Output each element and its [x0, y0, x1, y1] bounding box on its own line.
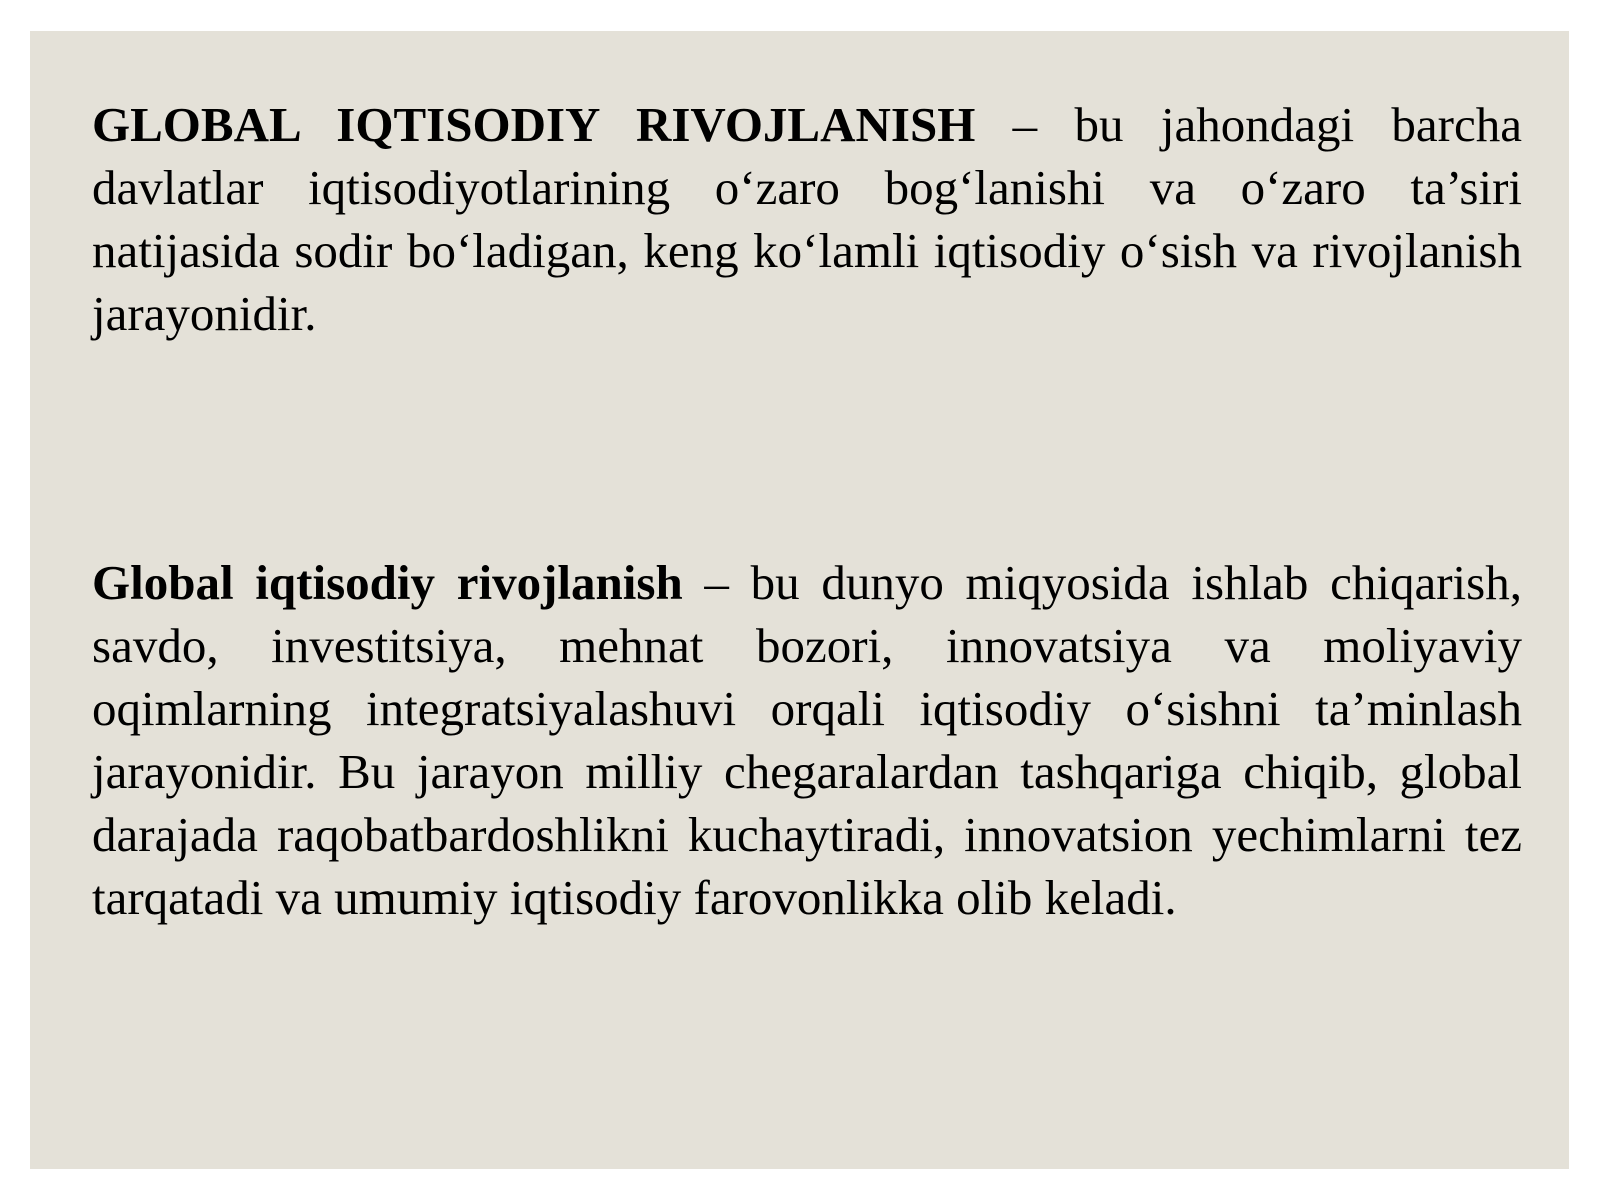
definition-text-1: – bu jahondagi barcha davlatlar iqtisodiyotlarining o‘zaro bog‘lanishi va o‘zaro ta’siri natijasida sodir bo‘ladigan, keng ko‘lamli iqtisodiy o‘sish va rivojlanish jarayonidir. — [92, 97, 1522, 341]
definition-paragraph-1 — [92, 93, 1522, 345]
slide — [30, 31, 1569, 1169]
definition-term-2: Global iqtisodiy rivojlanish — [92, 555, 683, 610]
definition-paragraph-2 — [92, 551, 1522, 929]
definition-term-1: GLOBAL IQTISODIY RIVOJLANISH — [92, 97, 976, 152]
definition-text-2: – bu dunyo miqyosida ishlab chiqarish, savdo, investitsiya, mehnat bozori, innovatsiya va moliyaviy oqimlarning integratsiyalashuvi orqali iqtisodiy o‘sishni ta’minlash jarayonidir. Bu jarayon milliy chegaralardan tashqariga chiqib, global darajada raqobatbardoshlikni kuchaytiradi, innovatsion yechimlarni tez tarqatadi va umumiy iqtisodiy farovonlikka olib keladi. — [92, 555, 1522, 925]
